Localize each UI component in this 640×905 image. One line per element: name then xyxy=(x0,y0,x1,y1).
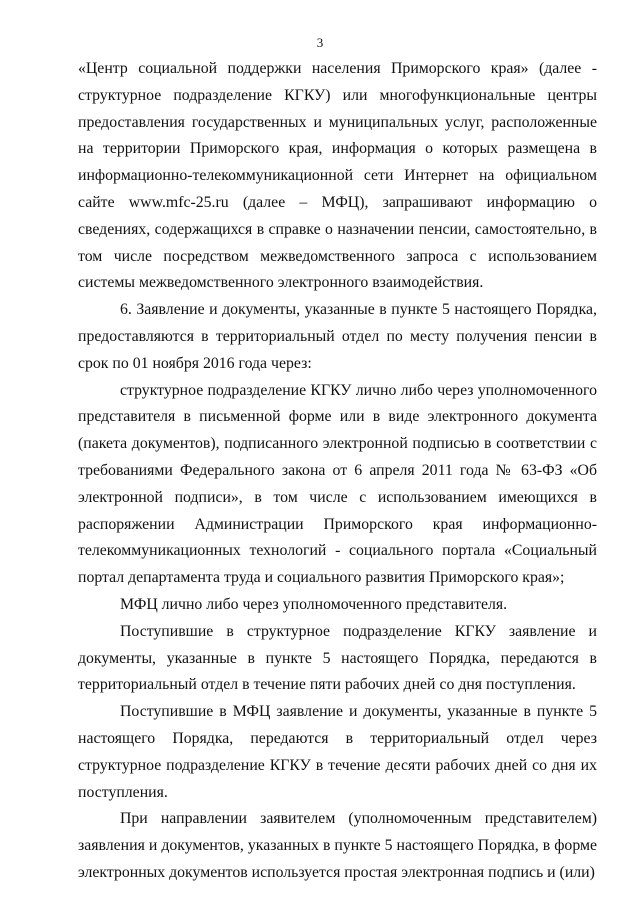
paragraph-kgku-submission: структурное подразделение КГКУ лично либо через уполномоченного представителя в письменной форме или в виде электронного документа (пакета документов), подписанного электронной подписью в соответствии с требованиями Федерального закона от 6 апреля 2011 года № 63-ФЗ «Об электронной подписи», в том числе с использованием имеющихся в распоряжении Администрации Приморского края информационно-телекоммуникационных технологий - социального портала «Социальный портал департамента труда и социального развития Приморского края»; xyxy=(78,381,597,587)
paragraph-continuation: «Центр социальной поддержки населения Приморского края» (далее - структурное подразделение КГКУ) или многофункциональные центры предоставления государственных и муниципальных услуг, расположенные на территории Приморского края, информация о которых размещена в информационно-телекоммуникационной сети Интернет на официальном сайте www.mfc-25.ru (далее – МФЦ), запрашивают информацию о сведениях, содержащихся в справке о назначении пенсии, самостоятельно, в том числе посредством межведомственного запроса с использованием системы межведомственного электронного взаимодействия. xyxy=(78,60,597,292)
paragraph-kgku-transfer: Поступившие в структурное подразделение КГКУ заявление и документы, указанные в пункте 5 настоящего Порядка, передаются в территориальный отдел в течение пяти рабочих дней со дня поступления. xyxy=(78,622,597,694)
paragraph-item-6: 6. Заявление и документы, указанные в пункте 5 настоящего Порядка, предоставляются в территориальный отдел по месту получения пенсии в срок по 01 ноября 2016 года через: xyxy=(78,301,597,372)
paragraph-mfc-submission: МФЦ лично либо через уполномоченного представителя. xyxy=(120,595,508,613)
document-body xyxy=(78,56,597,887)
paragraph-mfc-transfer: Поступившие в МФЦ заявление и документы, указанные в пункте 5 настоящего Порядка, передаются в территориальный отдел через структурное подразделение КГКУ в течение десяти рабочих дней со дня их поступления. xyxy=(78,703,597,801)
page-number: 3 xyxy=(316,35,324,50)
paragraph-electronic-signature: При направлении заявителем (уполномоченным представителем) заявления и документов, указанных в пункте 5 настоящего Порядка, в форме электронных документов используется простая электронная подпись и (или) xyxy=(78,810,597,881)
